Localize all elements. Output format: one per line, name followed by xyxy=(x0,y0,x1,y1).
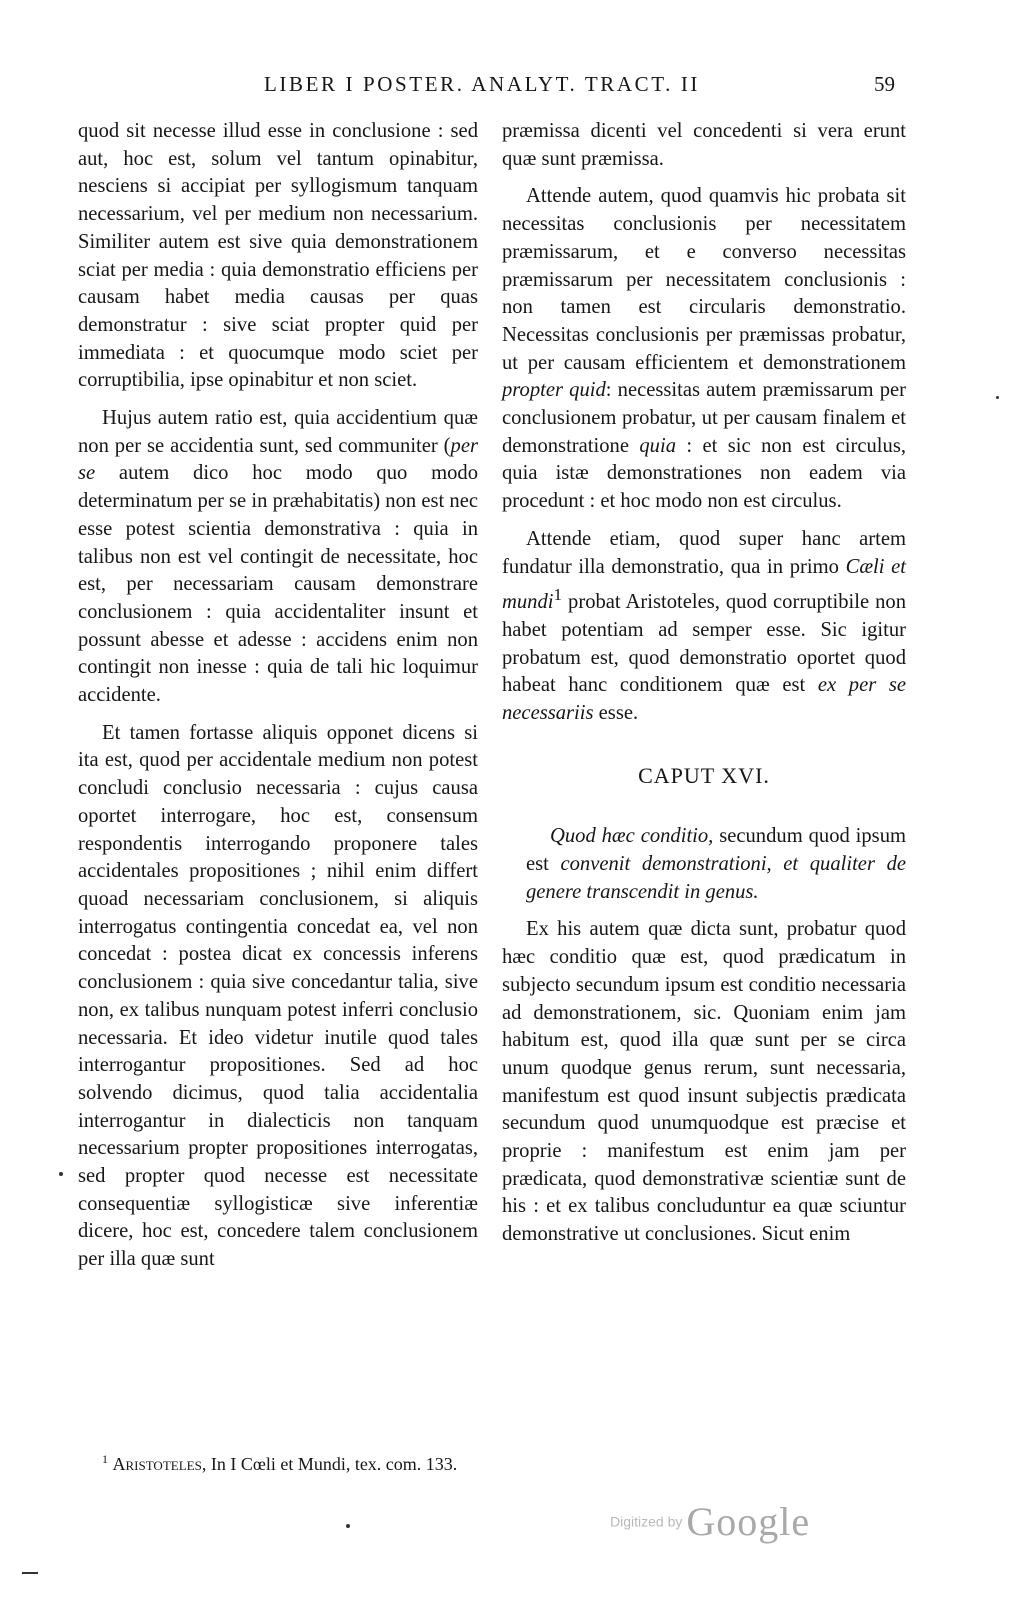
chapter-heading: CAPUT XVI. xyxy=(638,762,770,788)
right-p3-text-c: esse. xyxy=(593,701,639,724)
stray-mark-dot xyxy=(996,396,999,399)
right-p2-text-a: Attende autem, quod quamvis hic probata sit necessitas conclusionis per necessitatem præmissarum, et e converso necessitas præmissarum per necessitatem conclusionis : non tamen est circularis demonstratio. Necessitas conclusionis per præmissas probatur, ut per causam efficientem et demonstrationem xyxy=(502,185,906,374)
stray-mark-dot xyxy=(59,1172,63,1176)
right-paragraph-3 xyxy=(502,526,906,728)
left-paragraph-1: quod sit necesse illud esse in conclusione : sed aut, hoc est, solum vel tantum opinabitur, nesciens si accipiat per syllogismum tanquam necessarium, vel per medium non necessarium. Similiter autem est sive quia demonstrationem sciat per media : quia demonstratio efficiens per causam habet media causas per quas demonstratur : sive sciat propter quid per immediata : et quocumque modo sciet per corruptibilia, ipse opinabitur et non sciet. xyxy=(78,120,478,392)
left-paragraph-2 xyxy=(78,405,478,710)
summary-italic-1: Quod hæc conditio, xyxy=(550,825,714,848)
left-p2-italic: per se xyxy=(78,434,478,485)
right-paragraph-2 xyxy=(502,183,906,515)
footnote-author: Aristoteles, xyxy=(112,1454,207,1474)
right-p3-text-a: Attende etiam, quod super hanc artem fundatur illa demonstratio, qua in primo xyxy=(502,527,906,578)
stray-mark-dash xyxy=(22,1572,38,1574)
footnote xyxy=(102,1452,457,1475)
summary-italic-2: convenit demonstrationi, et qualiter de genere transcendit in genus. xyxy=(526,853,907,903)
page-number: 59 xyxy=(874,72,895,96)
google-logo: Google xyxy=(686,1499,811,1544)
summary-plain: secundum quod ipsum est xyxy=(526,825,907,876)
left-paragraph-3: Et tamen fortasse aliquis opponet dicens si ita est, quod per accidentale medium non potest concludi conclusio necessaria : cujus causa oportet interrogare, hoc est, consensum respondentis interrogando proponere tales accidentales propositiones ; nihil enim differt quoad necessariam conclusionem, si aliquis interrogatus contingentia concedat ea, vel non concedat : postea dicat ex concessis inferens conclusionem : quia sive concedantur talia, sive non, ex talibus nunquam potest inferri conclusio necessaria. Et ideo videtur inutile quod tales interrogantur propositiones. Sed ad hoc solvendo dicimus, quod talia accidentalia interrogantur in dialecticis non tanquam necessarium propter propositiones interrogatas, sed propter quod necesse est necessitate consequentiæ syllogisticæ sive inferentiæ dicere, hoc est, concedere talem conclusionem per illa quæ sunt xyxy=(78,721,478,1271)
running-title: LIBER I POSTER. ANALYT. TRACT. II xyxy=(264,72,701,96)
right-paragraph-1: præmissa dicenti vel concedenti si vera erunt quæ sunt præmissa. xyxy=(502,120,906,170)
left-column xyxy=(78,118,478,1284)
right-p2-italic-2: quia xyxy=(639,434,676,457)
digitized-prefix: Digitized by xyxy=(610,1513,683,1530)
chapter-summary xyxy=(502,823,906,906)
right-column xyxy=(502,118,906,1259)
footnote-reference: 1 xyxy=(553,585,563,605)
right-paragraph-4: Ex his autem quæ dicta sunt, probatur quod hæc conditio quæ est, quod prædicatum in subjecto secundum ipsum est conditio necessaria ad demonstrationem, sic. Quoniam enim jam habitum est, quod illa quæ sunt per se circa unum quodque genus rerum, sunt necessaria, manifestum est quod insunt subjectis prædicata secundum quod unumquodque est præcise et proprie : manifestum est enim jam per prædicata, quod demonstrativæ scientiæ sunt de his : et ex talibus concluduntur ea quæ sciuntur demonstrative ut conclusiones. Sicut enim xyxy=(502,918,906,1246)
right-p3-italic-2: ex per se necessariis xyxy=(502,674,907,724)
footnote-marker: 1 xyxy=(102,1452,108,1466)
footnote-text: In I Cœli et Mundi, tex. com. 133. xyxy=(206,1454,458,1474)
stray-mark-dot xyxy=(346,1524,350,1528)
left-p2-text-b: autem dico hoc modo quo modo determinatum per se in præhabitatis) non est nec esse potest scientia demonstrativa : quia in talibus non est vel contingit de necessitate, hoc est, per necessariam causam demonstrare conclusionem : quia accidentaliter insunt et possunt abesse et adesse : accidens enim non contingit non inesse : quia de tali hic loquimur accidente. xyxy=(78,462,478,707)
right-p3-text-b: probat Aristoteles, quod corruptibile non habet potentiam ad semper esse. Sic igitur probatum est, quod demonstratio oportet quod habeat hanc conditionem quæ est xyxy=(502,591,906,697)
right-p3-italic-1: Cæli et mundi xyxy=(502,555,907,614)
right-p2-text-b: : necessitas autem præmissarum per conclusionem probatur, ut per causam finalem et demonstratione xyxy=(502,379,907,457)
digitized-watermark xyxy=(610,1498,810,1545)
running-header xyxy=(0,72,1031,106)
left-p2-text-a: Hujus autem ratio est, quia accidentium quæ non per se accidentia sunt, sed communiter ( xyxy=(78,407,478,457)
right-p2-italic-1: propter quid xyxy=(502,379,606,402)
right-p2-text-c: : et sic non est circulus, quia istæ demonstrationes non eadem via procedunt : et hoc modo non est circulus. xyxy=(502,434,906,513)
